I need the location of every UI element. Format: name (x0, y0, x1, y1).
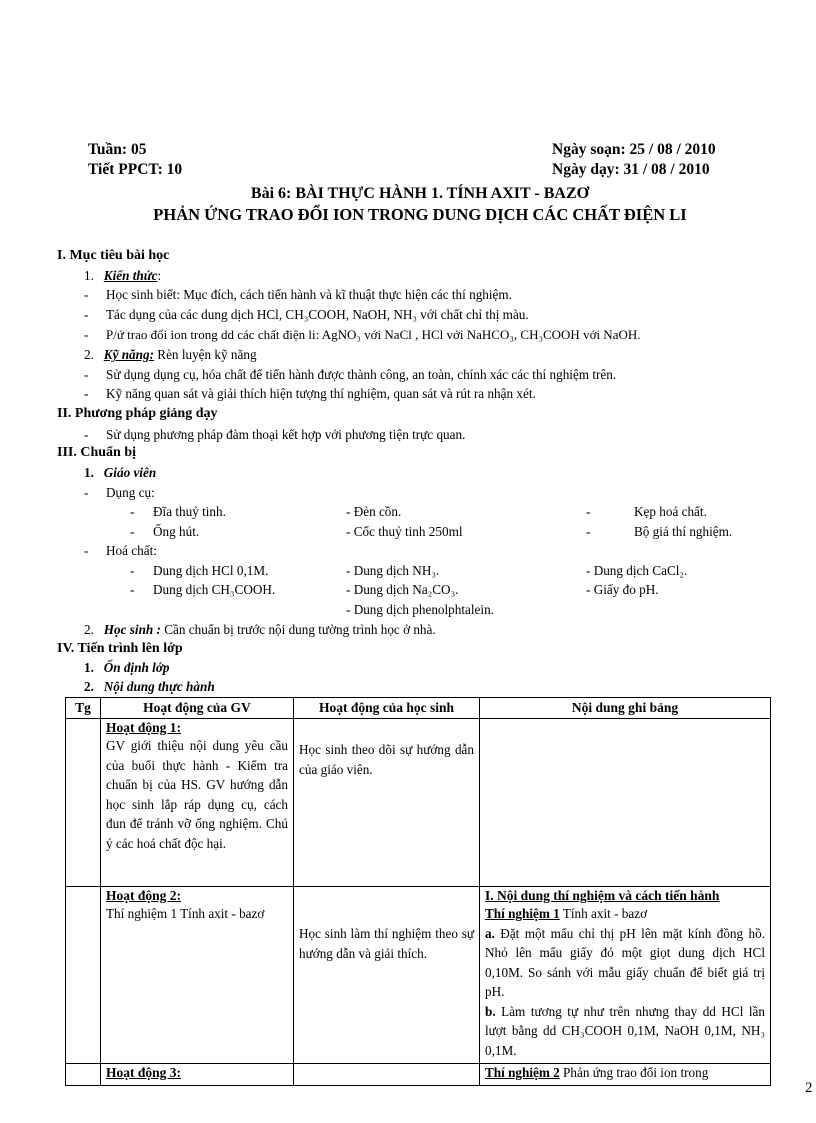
bullet-dash: - (84, 427, 89, 442)
knowledge-item-3: P/ứ trao đổi ion trong dd các chất điện li: AgNO₃ với NaCl , HCl với NaHCO₃, CH₃COOH với NaOH. (106, 327, 641, 342)
teach-date: Ngày dạy: 31 / 08 / 2010 (552, 161, 710, 178)
chem-item: Dung dịch CH₃COOH. (153, 582, 276, 597)
student-label: Học sinh : (103, 622, 161, 637)
content-heading: I. Nội dung thí nghiệm và cách tiến hành (485, 888, 720, 903)
teacher-num: 1. (84, 465, 94, 480)
experiment-1-text: Tính axit - bazơ (559, 906, 648, 921)
bullet-dash: - (84, 485, 89, 500)
chem-item: - Dung dịch NH₃. (346, 563, 440, 578)
knowledge-colon: : (157, 268, 162, 283)
procedure-1-label: Ổn định lớp (103, 660, 170, 675)
lesson-subtitle: PHẢN ỨNG TRAO ĐỔI ION TRONG DUNG DỊCH CÁC CHẤT ĐIỆN LI (153, 205, 687, 224)
section-4-heading: IV. Tiến trình lên lớp (57, 641, 183, 656)
knowledge-heading (84, 268, 161, 284)
gv-cell (101, 887, 294, 1064)
gv-cell (101, 1064, 294, 1086)
student-heading (84, 622, 436, 638)
column-header-gv: Hoạt động của GV (101, 698, 294, 719)
step-b (485, 1002, 765, 1061)
tool-item: Kẹp hoá chất. (634, 504, 707, 519)
content-cell (480, 887, 771, 1064)
method-item-1: Sử dụng phương pháp đàm thoại kết hợp với phương tiện trực quan. (106, 427, 466, 442)
column-header-hs: Hoạt động của học sinh (294, 698, 480, 719)
chem-item: - Dung dịch CaCl₂. (586, 563, 688, 578)
step-a-text: Đặt một mẩu chỉ thị pH lên mặt kính đồng hồ. Nhỏ lên mẩu giấy đó một giọt dung dịch HCl 0,10M. So sánh với mẫu giấy chuẩn để biết giá trị pH. (485, 925, 765, 999)
period-label: Tiết PPCT: 10 (88, 161, 183, 178)
bullet-dash: - (84, 543, 89, 558)
bullet-dash: - (84, 287, 89, 302)
experiment-1-line (485, 904, 765, 924)
tg-cell (66, 887, 101, 1064)
section-2-heading: II. Phương pháp giảng dạy (57, 406, 218, 421)
tools-label: Dụng cụ: (106, 485, 155, 500)
tool-item: Đĩa thuỷ tinh. (153, 504, 226, 519)
table-row (66, 887, 771, 1064)
bullet-dash: - (84, 327, 89, 342)
activity-2-gv-text: Thí nghiệm 1 Tính axit - bazơ (106, 906, 265, 921)
step-b-text: Làm tương tự như trên nhưng thay dd HCl lần lượt bằng dd CH₃COOH 0,1M, NaOH 0,1M, NH₃ 0,1M. (485, 1003, 765, 1058)
step-a (485, 924, 765, 1002)
skill-item-2: Kỹ năng quan sát và giải thích hiện tượng thí nghiệm, quan sát và rút ra nhận xét. (106, 386, 536, 401)
bullet-dash: - (130, 582, 135, 597)
knowledge-label: Kiến thức (103, 268, 158, 283)
experiment-2-label: Thí nghiệm 2 (485, 1065, 560, 1080)
knowledge-item-2: Tác dụng của các dung dịch HCl, CH₃COOH, NaOH, NH₃ với chất chỉ thị màu. (106, 307, 529, 322)
experiment-1-label: Thí nghiệm 1 (485, 906, 560, 921)
table-header-row (66, 698, 771, 719)
student-num: 2. (84, 622, 94, 637)
chem-item: - Dung dịch phenolphtalein. (346, 602, 494, 617)
skill-heading (84, 347, 257, 363)
lesson-title: Bài 6: BÀI THỰC HÀNH 1. TÍNH AXIT - BAZƠ (250, 185, 590, 202)
table-row (66, 719, 771, 887)
hs-cell (294, 719, 480, 887)
teacher-label: Giáo viên (103, 465, 157, 480)
activity-2-hs-text: Học sinh làm thí nghiệm theo sự hướng dẫn và giải thích. (299, 926, 474, 961)
step-a-label: a. (485, 925, 495, 941)
hs-cell (294, 1064, 480, 1086)
bullet-dash: - (586, 524, 591, 539)
tg-cell (66, 1064, 101, 1086)
bullet-dash: - (84, 307, 89, 322)
week-label: Tuần: 05 (88, 141, 147, 158)
chem-item: Dung dịch HCl 0,1M. (153, 563, 269, 578)
activity-1-hs-text: Học sinh theo dõi sự hướng dẫn của giáo viên. (299, 742, 474, 777)
bullet-dash: - (130, 563, 135, 578)
chem-item: - Dung dịch Na₂CO₃. (346, 582, 459, 597)
table-row (66, 1064, 771, 1086)
content-cell (480, 1064, 771, 1086)
page-number: 2 (805, 1080, 813, 1096)
activity-2-title: Hoạt động 2: (106, 888, 182, 903)
tool-item: Ống hút. (153, 524, 200, 539)
skill-label: Kỹ năng: (103, 347, 154, 362)
knowledge-num: 1. (84, 268, 94, 283)
tool-item: Bộ giá thí nghiệm. (634, 524, 733, 539)
gv-cell (101, 719, 294, 887)
procedure-2 (84, 679, 215, 695)
bullet-dash: - (84, 367, 89, 382)
section-1-heading: I. Mục tiêu bài học (57, 248, 170, 263)
hs-cell (294, 887, 480, 1064)
tg-cell (66, 719, 101, 887)
column-header-tg: Tg (66, 698, 101, 719)
bullet-dash: - (586, 504, 591, 519)
experiment-2-text: Phản ứng trao đổi ion trong (559, 1065, 709, 1080)
bullet-dash: - (130, 524, 135, 539)
lesson-plan-table (65, 697, 771, 1086)
content-cell (480, 719, 771, 887)
procedure-2-num: 2. (84, 679, 94, 694)
procedure-1 (84, 660, 170, 676)
activity-1-gv-text: GV giới thiệu nội dung yêu cầu của buổi thực hành - Kiểm tra chuẩn bị của HS. GV hướng dẫn học sinh lắp ráp dụng cụ, cách đun để tránh vỡ ống nghiệm. Chú ý các hoá chất độc hại. (106, 738, 288, 851)
skill-text: Rèn luyện kỹ năng (153, 347, 257, 362)
procedure-2-label: Nội dung thực hành (103, 679, 215, 694)
tool-item: - Đèn cồn. (346, 504, 402, 519)
chem-item: - Giấy đo pH. (586, 582, 659, 597)
bullet-dash: - (84, 386, 89, 401)
activity-3-title: Hoạt động 3: (106, 1065, 182, 1080)
section-3-heading: III. Chuẩn bị (57, 445, 136, 460)
procedure-1-num: 1. (84, 660, 94, 675)
bullet-dash: - (130, 504, 135, 519)
column-header-content: Nội dung ghi bảng (480, 698, 771, 719)
chem-label: Hoá chất: (106, 543, 157, 558)
skill-num: 2. (84, 347, 94, 362)
tool-item: - Cốc thuỷ tinh 250ml (346, 524, 463, 539)
experiment-2-line (485, 1065, 765, 1081)
activity-1-title: Hoạt động 1: (106, 720, 182, 735)
skill-item-1: Sử dụng dụng cụ, hóa chất để tiến hành được thành công, an toàn, chính xác các thí nghiệm trên. (106, 367, 617, 382)
knowledge-item-1: Học sinh biết: Mục đích, cách tiến hành và kĩ thuật thực hiện các thí nghiệm. (106, 287, 512, 302)
student-text: Cần chuẩn bị trước nội dung tường trình học ở nhà. (160, 622, 436, 637)
step-b-label: b. (485, 1003, 496, 1019)
teacher-heading (84, 465, 156, 481)
prep-date: Ngày soạn: 25 / 08 / 2010 (552, 141, 716, 158)
